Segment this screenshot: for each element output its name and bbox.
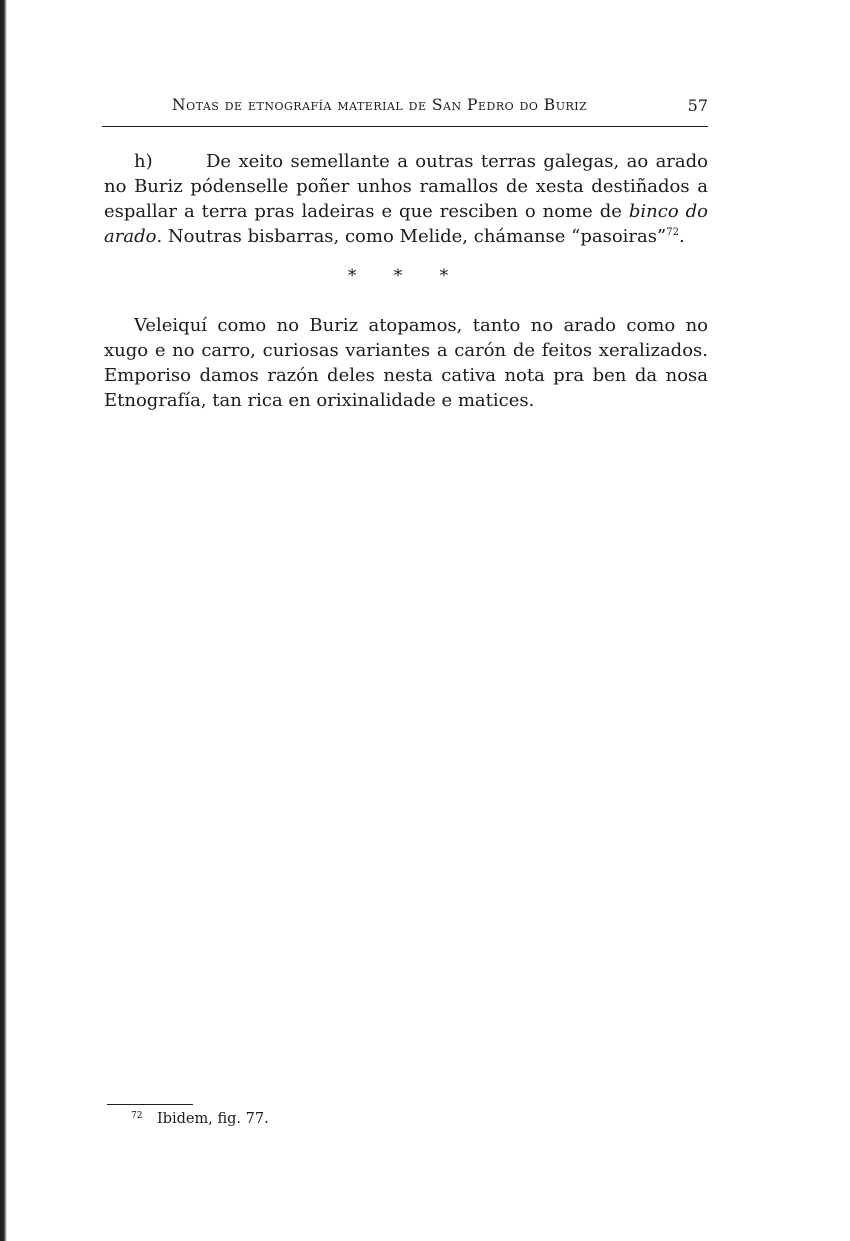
footnote-mark: 72 — [131, 1111, 143, 1121]
section-separator: * * * — [347, 266, 465, 286]
paragraph-closing — [104, 313, 708, 413]
paragraph-h-text-1: De xeito semellante a outras terras galegas, ao arado no Buriz pódenselle poñer unhos ramallos de xesta destiñados a espallar a terra pras ladeiras e que resciben o nome de — [104, 151, 708, 222]
running-title: Notas de etnografía material de San Pedro do Buriz — [172, 96, 588, 114]
italic-term: binco do arado — [104, 201, 708, 247]
footnote-rule — [107, 1104, 193, 1105]
paragraph-closing-text: Veleiquí como no Buriz atopamos, tanto no arado como no xugo e no carro, curiosas variantes a carón de feitos xeralizados. Emporiso damos razón deles nesta cativa nota pra ben da nosa Etnografía, tan rica en orixinalidade e matices. — [104, 315, 708, 411]
footnote-reference: 72 — [666, 227, 679, 238]
footnote — [131, 1111, 269, 1127]
header-rule — [102, 126, 708, 127]
scan-binding-edge — [0, 0, 7, 1241]
paragraph-h — [104, 149, 708, 249]
page-number: 57 — [687, 96, 708, 115]
page-header — [172, 96, 708, 120]
footnote-text: Ibidem, fig. 77. — [157, 1111, 269, 1127]
paragraph-h-text-2: . Noutras bisbarras, como Melide, chámanse “pasoiras” — [156, 226, 667, 247]
paragraph-h-text-3: . — [678, 226, 685, 247]
item-label: h) — [134, 151, 153, 172]
